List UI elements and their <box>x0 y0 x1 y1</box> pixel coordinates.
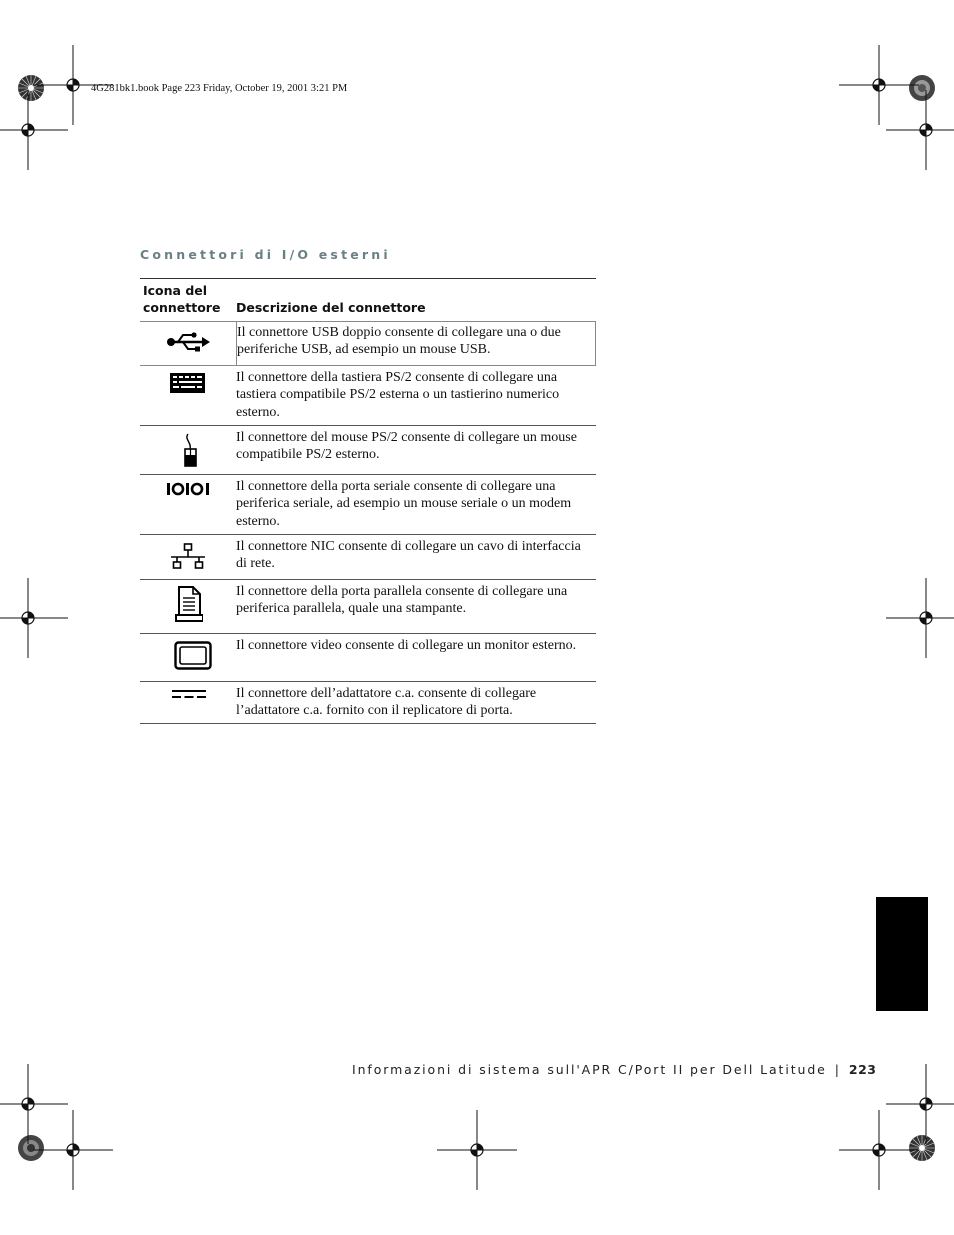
connector-description: Il connettore della porta seriale consente di collegare una periferica seriale, ad esempio un mouse seriale o un modem esterno. <box>236 479 572 529</box>
registration-mark-icon <box>437 1110 517 1190</box>
page-footer <box>352 1062 877 1077</box>
parallel-printer-icon <box>175 585 203 623</box>
registration-mark-icon <box>886 90 954 170</box>
section-title: Connettori di I/O esterni <box>140 247 391 262</box>
table-row <box>140 321 596 366</box>
section-tab <box>876 897 928 1011</box>
column-header-icon-line2: connettore <box>143 300 221 315</box>
connector-description: Il connettore del mouse PS/2 consente di collegare un mouse compatibile PS/2 esterno. <box>236 430 577 463</box>
table-row <box>140 475 596 535</box>
table-header <box>140 279 596 321</box>
connector-description: Il connettore della tastiera PS/2 consente di collegare una tastiera compatibile PS/2 esterna o un tastierino numerico esterno. <box>236 370 560 420</box>
connector-description: Il connettore dell’adattatore c.a. consente di collegare l’adattatore c.a. fornito con il replicatore di porta. <box>236 686 537 719</box>
page-number: 223 <box>848 1062 877 1077</box>
connector-description: Il connettore video consente di collegare un monitor esterno. <box>236 638 577 653</box>
print-header: 4G281bk1.book Page 223 Friday, October 19, 2001 3:21 PM <box>91 83 348 94</box>
column-header-icon-line1: Icona del <box>143 283 208 298</box>
registration-mark-icon <box>839 1110 919 1190</box>
connector-description: Il connettore NIC consente di collegare un cavo di interfaccia di rete. <box>236 539 581 572</box>
footer-text: Informazioni di sistema sull'APR C/Port II per Dell Latitude <box>352 1062 827 1077</box>
column-header-description: Descrizione del connettore <box>236 300 426 315</box>
mouse-icon <box>180 433 200 469</box>
connector-description: Il connettore USB doppio consente di collegare una o due periferiche USB, ad esempio un mouse USB. <box>236 322 594 365</box>
table-row <box>140 366 596 426</box>
keyboard-icon <box>169 372 206 394</box>
table-row <box>140 682 596 724</box>
serial-icon <box>165 481 213 497</box>
table-row <box>140 634 596 682</box>
connector-description: Il connettore della porta parallela consente di collegare una periferica parallela, quale una stampante. <box>236 584 568 617</box>
column-header-icon <box>143 282 233 316</box>
table-row <box>140 580 596 634</box>
connector-table <box>140 278 596 724</box>
table-row <box>140 535 596 580</box>
registration-mark-icon <box>886 578 954 658</box>
dc-power-icon <box>171 688 207 700</box>
usb-icon <box>166 330 210 354</box>
footer-separator: | <box>834 1062 841 1077</box>
network-icon <box>170 543 206 571</box>
registration-mark-icon <box>0 90 68 170</box>
registration-mark-icon <box>0 578 68 658</box>
registration-mark-icon <box>33 1110 113 1190</box>
table-row <box>140 426 596 475</box>
video-monitor-icon <box>174 641 212 671</box>
